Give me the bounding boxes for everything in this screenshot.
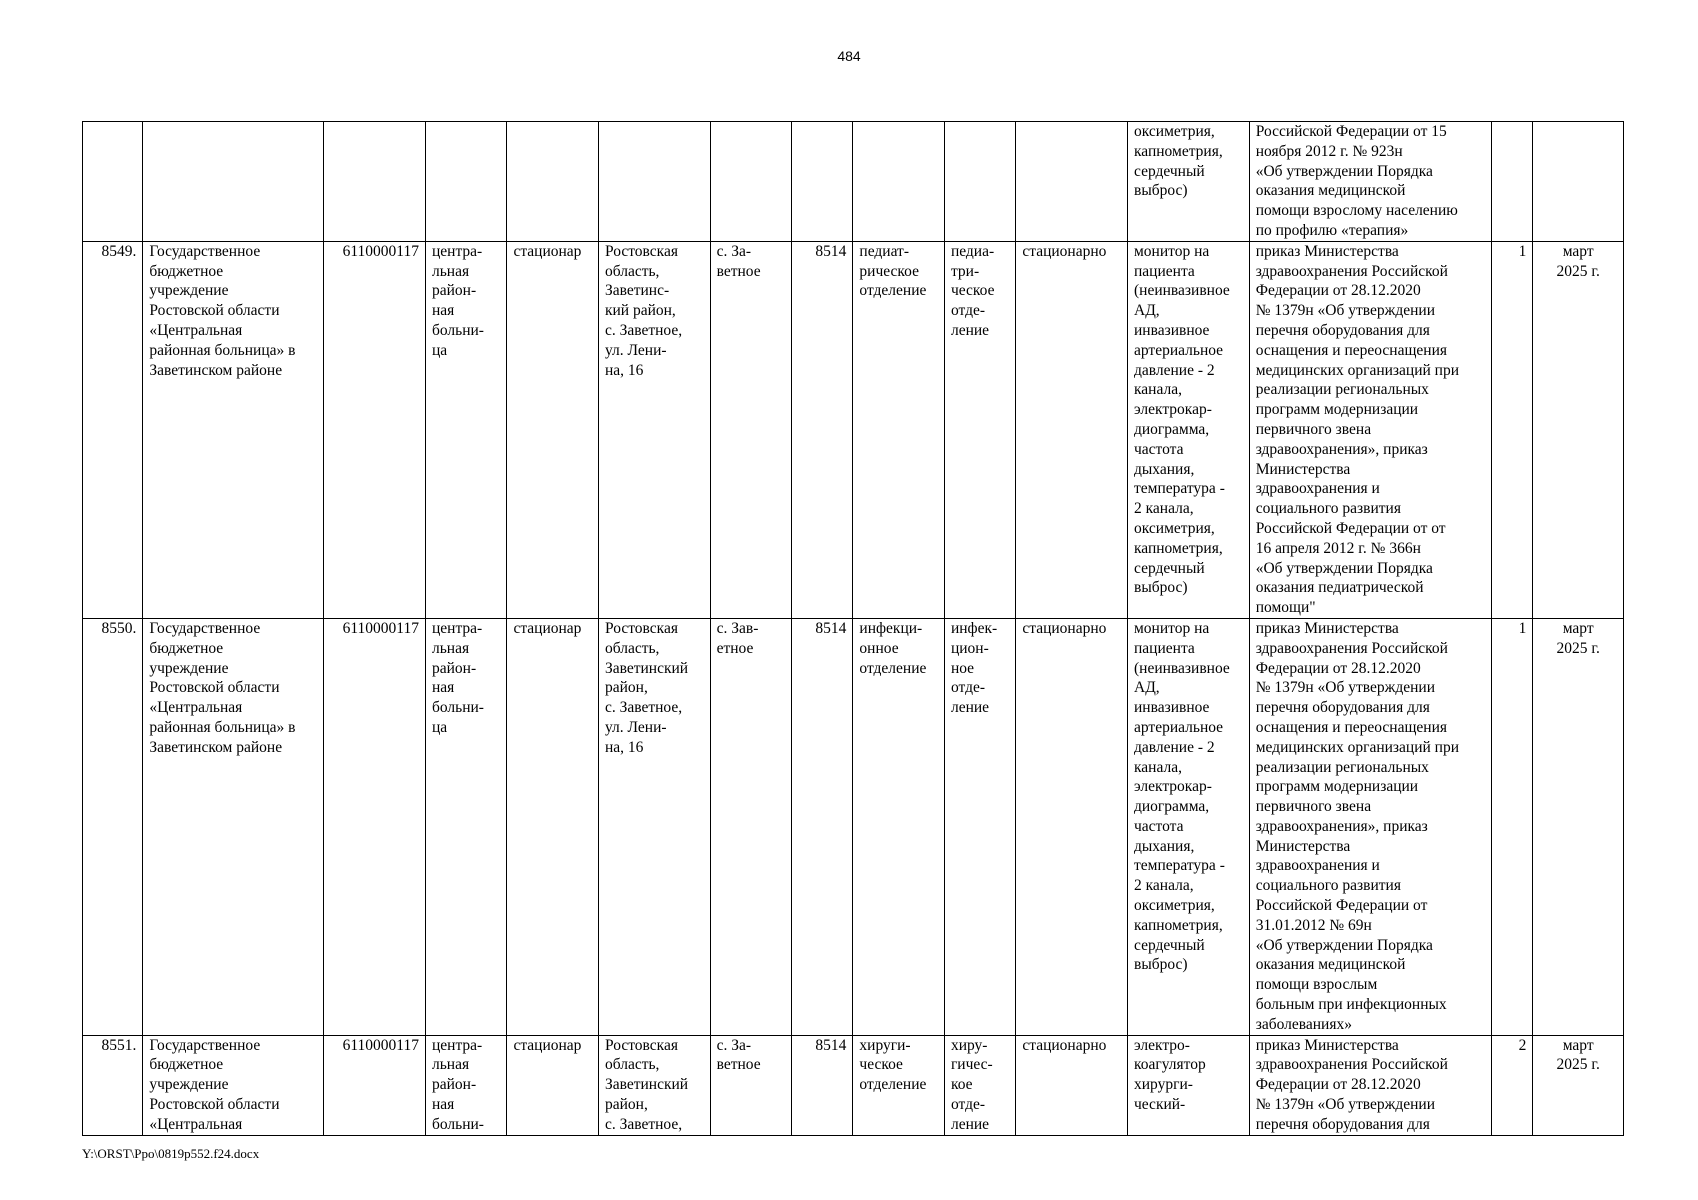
cell-num: 8549.: [83, 241, 143, 618]
cell-org: Государственное бюджетное учреждение Ростовской области «Центральная: [143, 1035, 324, 1135]
table-row: [83, 1035, 1624, 1135]
cell-conditions: стационарно: [1016, 618, 1128, 1035]
cell-code: 6110000117: [324, 618, 426, 1035]
cell-date: [1533, 122, 1624, 242]
equipment-table: [82, 121, 1624, 1136]
cell-equipment: оксиметрия, капнометрия, сердечный выброс): [1128, 122, 1250, 242]
cell-org: [143, 122, 324, 242]
cell-equipment: монитор на пациента (неинвазивное АД, инвазивное артериальное давление - 2 канала, электрокар- диограмма, частота дыхания, температура - 2 канала, оксиметрия, капнометрия, сердечный выброс): [1128, 241, 1250, 618]
cell-code: 6110000117: [324, 1035, 426, 1135]
cell-type: [425, 122, 506, 242]
cell-oktmo: 8514: [792, 618, 853, 1035]
table-row: [83, 241, 1624, 618]
cell-profile: инфек- цион- ное отде- ление: [944, 618, 1015, 1035]
cell-code: 6110000117: [324, 241, 426, 618]
cell-form: стационар: [507, 241, 599, 618]
cell-locality: с. Зав- етное: [710, 618, 791, 1035]
cell-form: стационар: [507, 1035, 599, 1135]
cell-num: [83, 122, 143, 242]
cell-oktmo: 8514: [792, 1035, 853, 1135]
table-row: [83, 618, 1624, 1035]
cell-conditions: [1016, 122, 1128, 242]
cell-department: педиат- рическое отделение: [853, 241, 945, 618]
table-row: [83, 122, 1624, 242]
cell-basis: Российской Федерации от 15 ноября 2012 г. № 923н «Об утверждении Порядка оказания медицинской помощи взрослому населению по профилю «терапия»: [1249, 122, 1491, 242]
cell-locality: с. За- ветное: [710, 241, 791, 618]
cell-type: центра- льная район- ная больни-: [425, 1035, 506, 1135]
page-number: 484: [837, 48, 861, 64]
cell-form: стационар: [507, 618, 599, 1035]
cell-org: Государственное бюджетное учреждение Ростовской области «Центральная районная больница» в Заветинском районе: [143, 241, 324, 618]
cell-basis: приказ Министерства здравоохранения Российской Федерации от 28.12.2020 № 1379н «Об утверждении перечня оборудования для: [1249, 1035, 1491, 1135]
cell-form: [507, 122, 599, 242]
cell-oktmo: 8514: [792, 241, 853, 618]
cell-type: центра- льная район- ная больни- ца: [425, 241, 506, 618]
cell-qty: 2: [1492, 1035, 1533, 1135]
cell-date: март 2025 г.: [1533, 618, 1624, 1035]
cell-profile: [944, 122, 1015, 242]
cell-address: [598, 122, 710, 242]
cell-num: 8551.: [83, 1035, 143, 1135]
cell-department: инфекци- онное отделение: [853, 618, 945, 1035]
cell-locality: с. За- ветное: [710, 1035, 791, 1135]
cell-qty: 1: [1492, 241, 1533, 618]
cell-profile: хиру- гичес- кое отде- ление: [944, 1035, 1015, 1135]
cell-code: [324, 122, 426, 242]
cell-basis: приказ Министерства здравоохранения Российской Федерации от 28.12.2020 № 1379н «Об утверждении перечня оборудования для оснащения и переоснащения медицинских организаций при реализации региональных программ модернизации первичного звена здравоохранения», приказ Министерства здравоохранения и социального развития Российской Федерации от 31.01.2012 № 69н «Об утверждении Порядка оказания медицинской помощи взрослым больным при инфекционных заболеваниях»: [1249, 618, 1491, 1035]
cell-date: март 2025 г.: [1533, 1035, 1624, 1135]
cell-qty: 1: [1492, 618, 1533, 1035]
cell-address: Ростовская область, Заветинский район, с. Заветное,: [598, 1035, 710, 1135]
cell-num: 8550.: [83, 618, 143, 1035]
cell-profile: педиа- три- ческое отде- ление: [944, 241, 1015, 618]
cell-conditions: стационарно: [1016, 241, 1128, 618]
cell-type: центра- льная район- ная больни- ца: [425, 618, 506, 1035]
cell-equipment: электро- коагулятор хирурги- ческий-: [1128, 1035, 1250, 1135]
cell-department: хируги- ческое отделение: [853, 1035, 945, 1135]
cell-qty: [1492, 122, 1533, 242]
cell-org: Государственное бюджетное учреждение Ростовской области «Центральная районная больница» в Заветинском районе: [143, 618, 324, 1035]
cell-date: март 2025 г.: [1533, 241, 1624, 618]
cell-locality: [710, 122, 791, 242]
file-path-footer: Y:\ORST\Ppo\0819p552.f24.docx: [82, 1146, 260, 1161]
cell-address: Ростовская область, Заветинский район, с. Заветное, ул. Лени- на, 16: [598, 618, 710, 1035]
cell-department: [853, 122, 945, 242]
cell-conditions: стационарно: [1016, 1035, 1128, 1135]
cell-oktmo: [792, 122, 853, 242]
cell-address: Ростовская область, Заветинс- кий район, с. Заветное, ул. Лени- на, 16: [598, 241, 710, 618]
cell-equipment: монитор на пациента (неинвазивное АД, инвазивное артериальное давление - 2 канала, электрокар- диограмма, частота дыхания, температура - 2 канала, оксиметрия, капнометрия, сердечный выброс): [1128, 618, 1250, 1035]
cell-basis: приказ Министерства здравоохранения Российской Федерации от 28.12.2020 № 1379н «Об утверждении перечня оборудования для оснащения и переоснащения медицинских организаций при реализации региональных программ модернизации первичного звена здравоохранения», приказ Министерства здравоохранения и социального развития Российской Федерации от от 16 апреля 2012 г. № 366н «Об утверждении Порядка оказания педиатрической помощи": [1249, 241, 1491, 618]
